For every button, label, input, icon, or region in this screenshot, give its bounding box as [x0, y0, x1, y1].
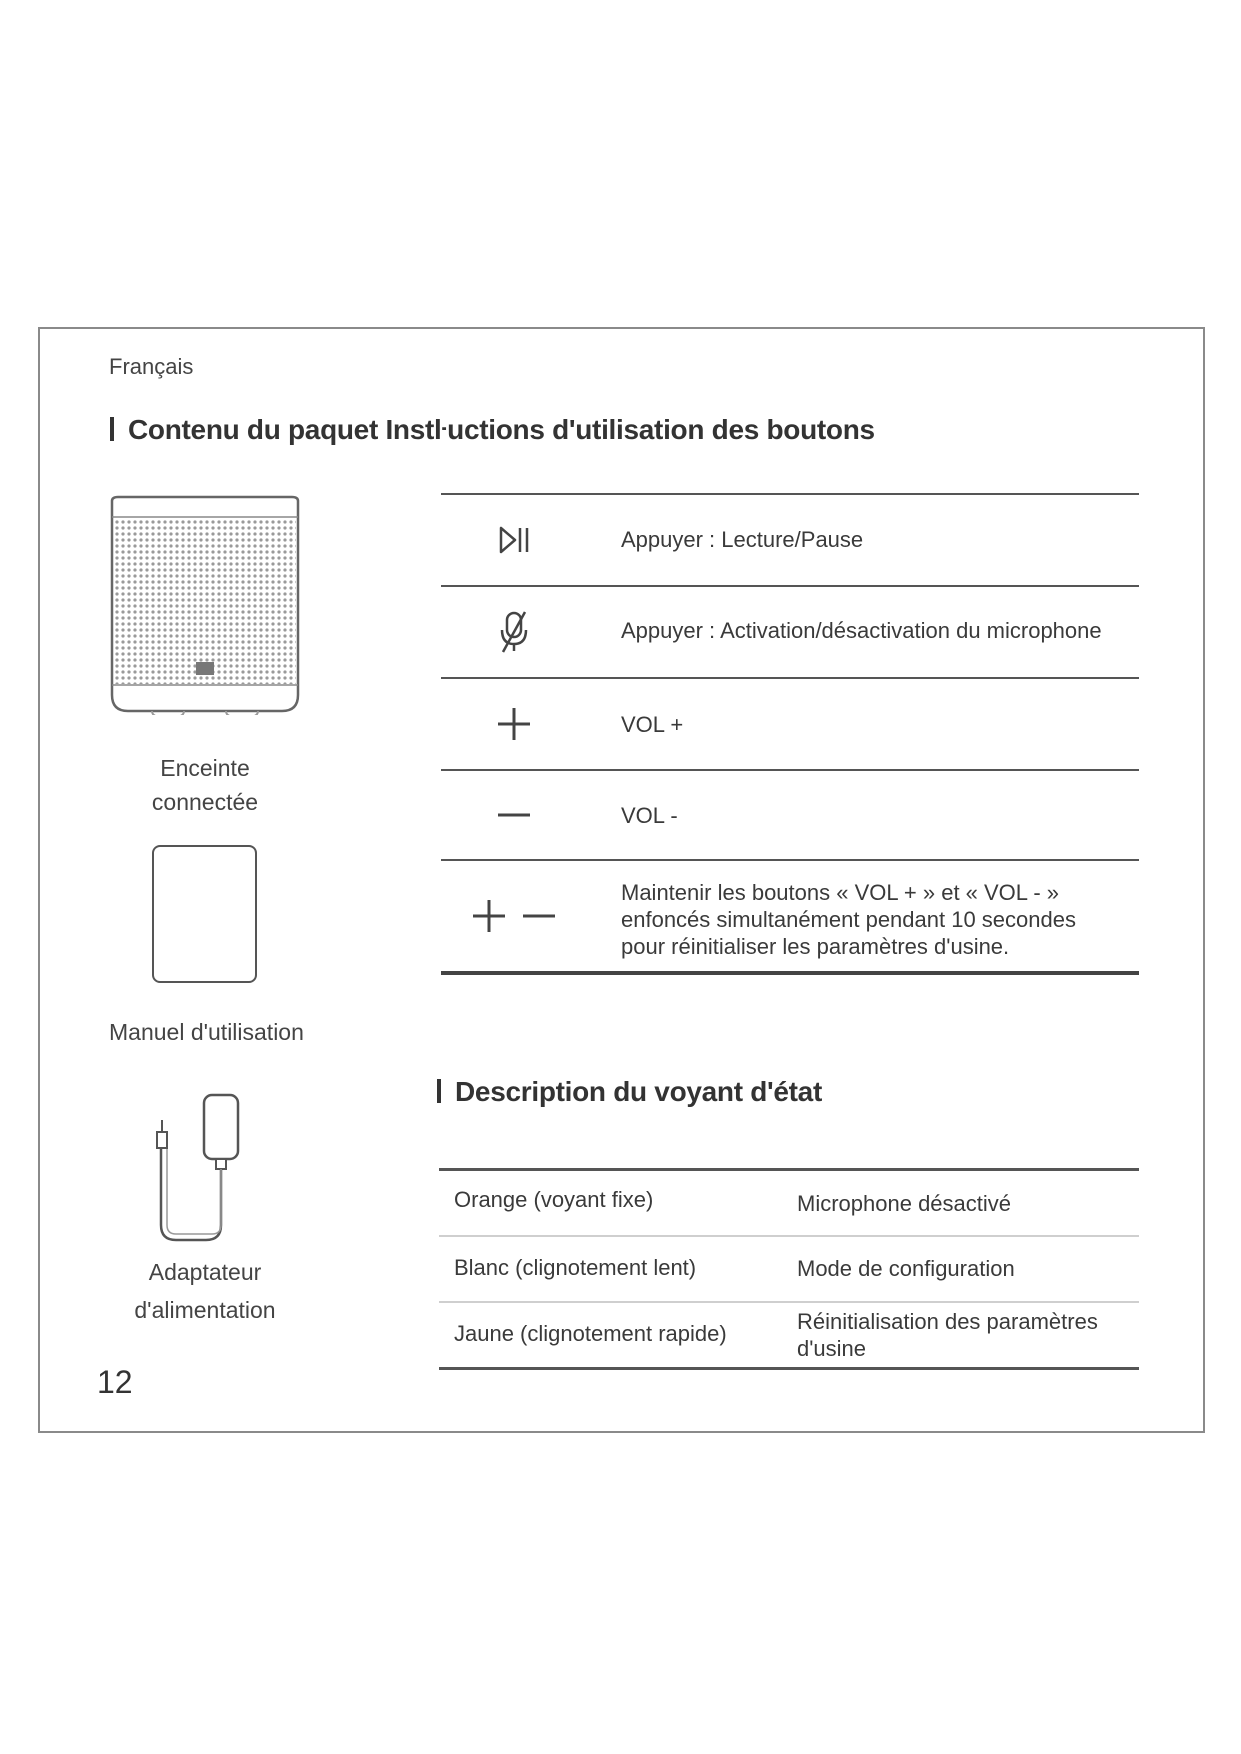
button-row [441, 585, 1139, 677]
heading-bar [437, 1079, 441, 1103]
adapter-caption-line2: d'alimentation [134, 1297, 276, 1323]
status-heading-text: Description du voyant d'état [455, 1076, 822, 1107]
button-desc: Appuyer : Lecture/Pause [621, 527, 864, 552]
status-row [439, 1303, 1139, 1367]
button-desc: VOL - [621, 803, 678, 828]
manual-caption: Manuel d'utilisation [109, 1019, 304, 1045]
speaker-caption: Enceinte connectée [151, 755, 259, 815]
status-meaning: Microphone désactivé [797, 1191, 1012, 1216]
page-number: 12 [97, 1364, 133, 1400]
button-row [441, 859, 1139, 975]
mic-mute-icon [441, 587, 586, 677]
plus-minus-icon [441, 861, 586, 971]
status-row [439, 1171, 1139, 1237]
heading-bar [110, 417, 114, 441]
status-meaning: Mode de configuration [797, 1256, 1015, 1281]
language-label: Français [109, 354, 194, 379]
button-desc: VOL + [621, 712, 684, 737]
adapter-caption-line1: Adaptateur [148, 1259, 262, 1285]
button-desc: Appuyer : Activation/désactivation du microphone [621, 618, 1102, 643]
adapter-illustration [148, 1090, 248, 1250]
minus-icon [441, 771, 586, 859]
status-heading [437, 1076, 822, 1108]
package-heading [110, 414, 875, 446]
status-table [439, 1168, 1139, 1370]
status-light: Blanc (clignotement lent) [454, 1255, 697, 1280]
plus-icon [441, 679, 586, 769]
button-row [441, 677, 1139, 769]
button-row [441, 493, 1139, 585]
status-meaning: Réinitialisation des paramètres d'usine [797, 1309, 1098, 1361]
status-light: Orange (voyant fixe) [454, 1187, 654, 1212]
button-row [441, 769, 1139, 859]
speaker-illustration [108, 495, 302, 715]
play-pause-icon [441, 495, 586, 585]
status-light: Jaune (clignotement rapide) [454, 1321, 727, 1346]
buttons-table [441, 493, 1139, 975]
package-heading-text: Contenu du paquet Instŀuctions d'utilisation des boutons [128, 414, 875, 445]
manual-illustration [152, 845, 257, 983]
adapter-caption [110, 1253, 300, 1329]
button-desc: Maintenir les boutons « VOL + » et « VOL - » enfoncés simultanément pendant 10 secondes pour réinitialiser les paramètres d'usine. [621, 880, 1076, 959]
status-row [439, 1237, 1139, 1303]
